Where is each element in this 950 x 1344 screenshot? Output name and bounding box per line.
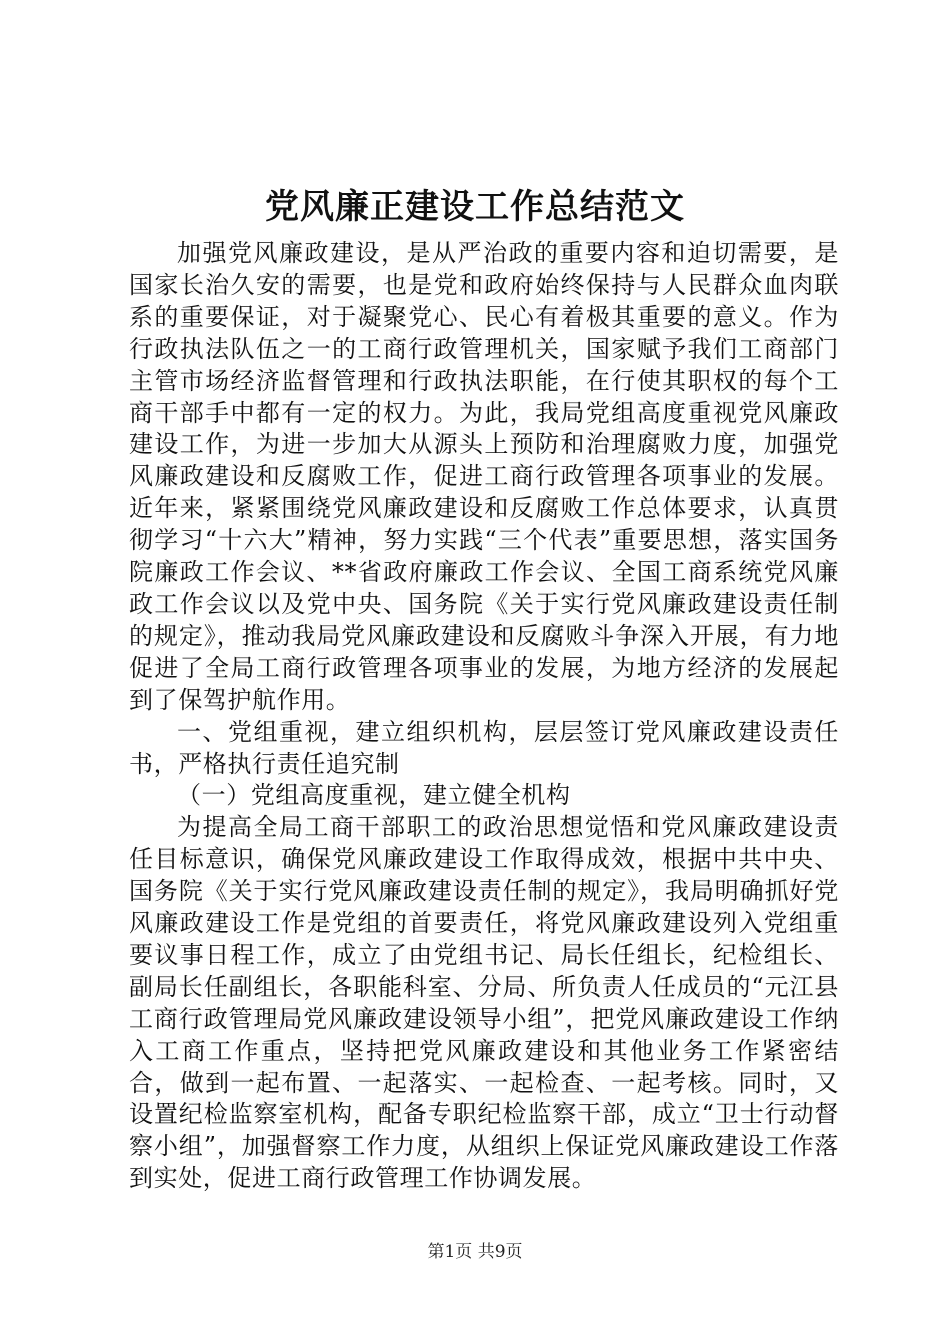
paragraph-section-1-1: 为提高全局工商干部职工的政治思想觉悟和党风廉政建设责任目标意识，确保党风廉政建设工作取得成效，根据中共中央、国务院《关于实行党风廉政建设责任制的规定》，我局明确抓好党风廉政建设工作是党组的首要责任，将党风廉政建设列入党组重要议事日程工作，成立了由党组书记、局长任组长，纪检组长、副局长任副组长，各职能科室、分局、所负责人任成员的“元江县工商行政管理局党风廉政建设领导小组”，把党风廉政建设工作纳入工商工作重点，坚持把党风廉政建设和其他业务工作紧密结合，做到一起布置、一起落实、一起检查、一起考核。同时，又设置纪检监察室机构，配备专职纪检监察干部，成立“卫士行动督察小组”，加强督察工作力度，从组织上保证党风廉政建设工作落到实处，促进工商行政管理工作协调发展。 (129, 813, 839, 1193)
document-body (129, 238, 839, 1195)
page-number-footer: 第1页 共9页 (427, 1242, 523, 1262)
section-heading-1: 一、党组重视，建立组织机构，层层签订党风廉政建设责任书，严格执行责任追究制 (129, 717, 839, 778)
subsection-heading-1-1: （一）党组高度重视，建立健全机构 (177, 781, 571, 810)
document-title: 党风廉正建设工作总结范文 (265, 187, 685, 227)
paragraph-intro: 加强党风廉政建设，是从严治政的重要内容和迫切需要，是国家长治久安的需要，也是党和政府始终保持与人民群众血肉联系的重要保证，对于凝聚党心、民心有着极其重要的意义。作为行政执法队伍之一的工商行政管理机关，国家赋予我们工商部门主管市场经济监督管理和行政执法职能，在行使其职权的每个工商干部手中都有一定的权力。为此，我局党组高度重视党风廉政建设工作，为进一步加大从源头上预防和治理腐败力度，加强党风廉政建设和反腐败工作，促进工商行政管理各项事业的发展。近年来，紧紧围绕党风廉政建设和反腐败工作总体要求，认真贯彻学习“十六大”精神，努力实践“三个代表”重要思想，落实国务院廉政工作会议、**省政府廉政工作会议、全国工商系统党风廉政工作会议以及党中央、国务院《关于实行党风廉政建设责任制的规定》，推动我局党风廉政建设和反腐败斗争深入开展，有力地促进了全局工商行政管理各项事业的发展，为地方经济的发展起到了保驾护航作用。 (129, 239, 839, 714)
